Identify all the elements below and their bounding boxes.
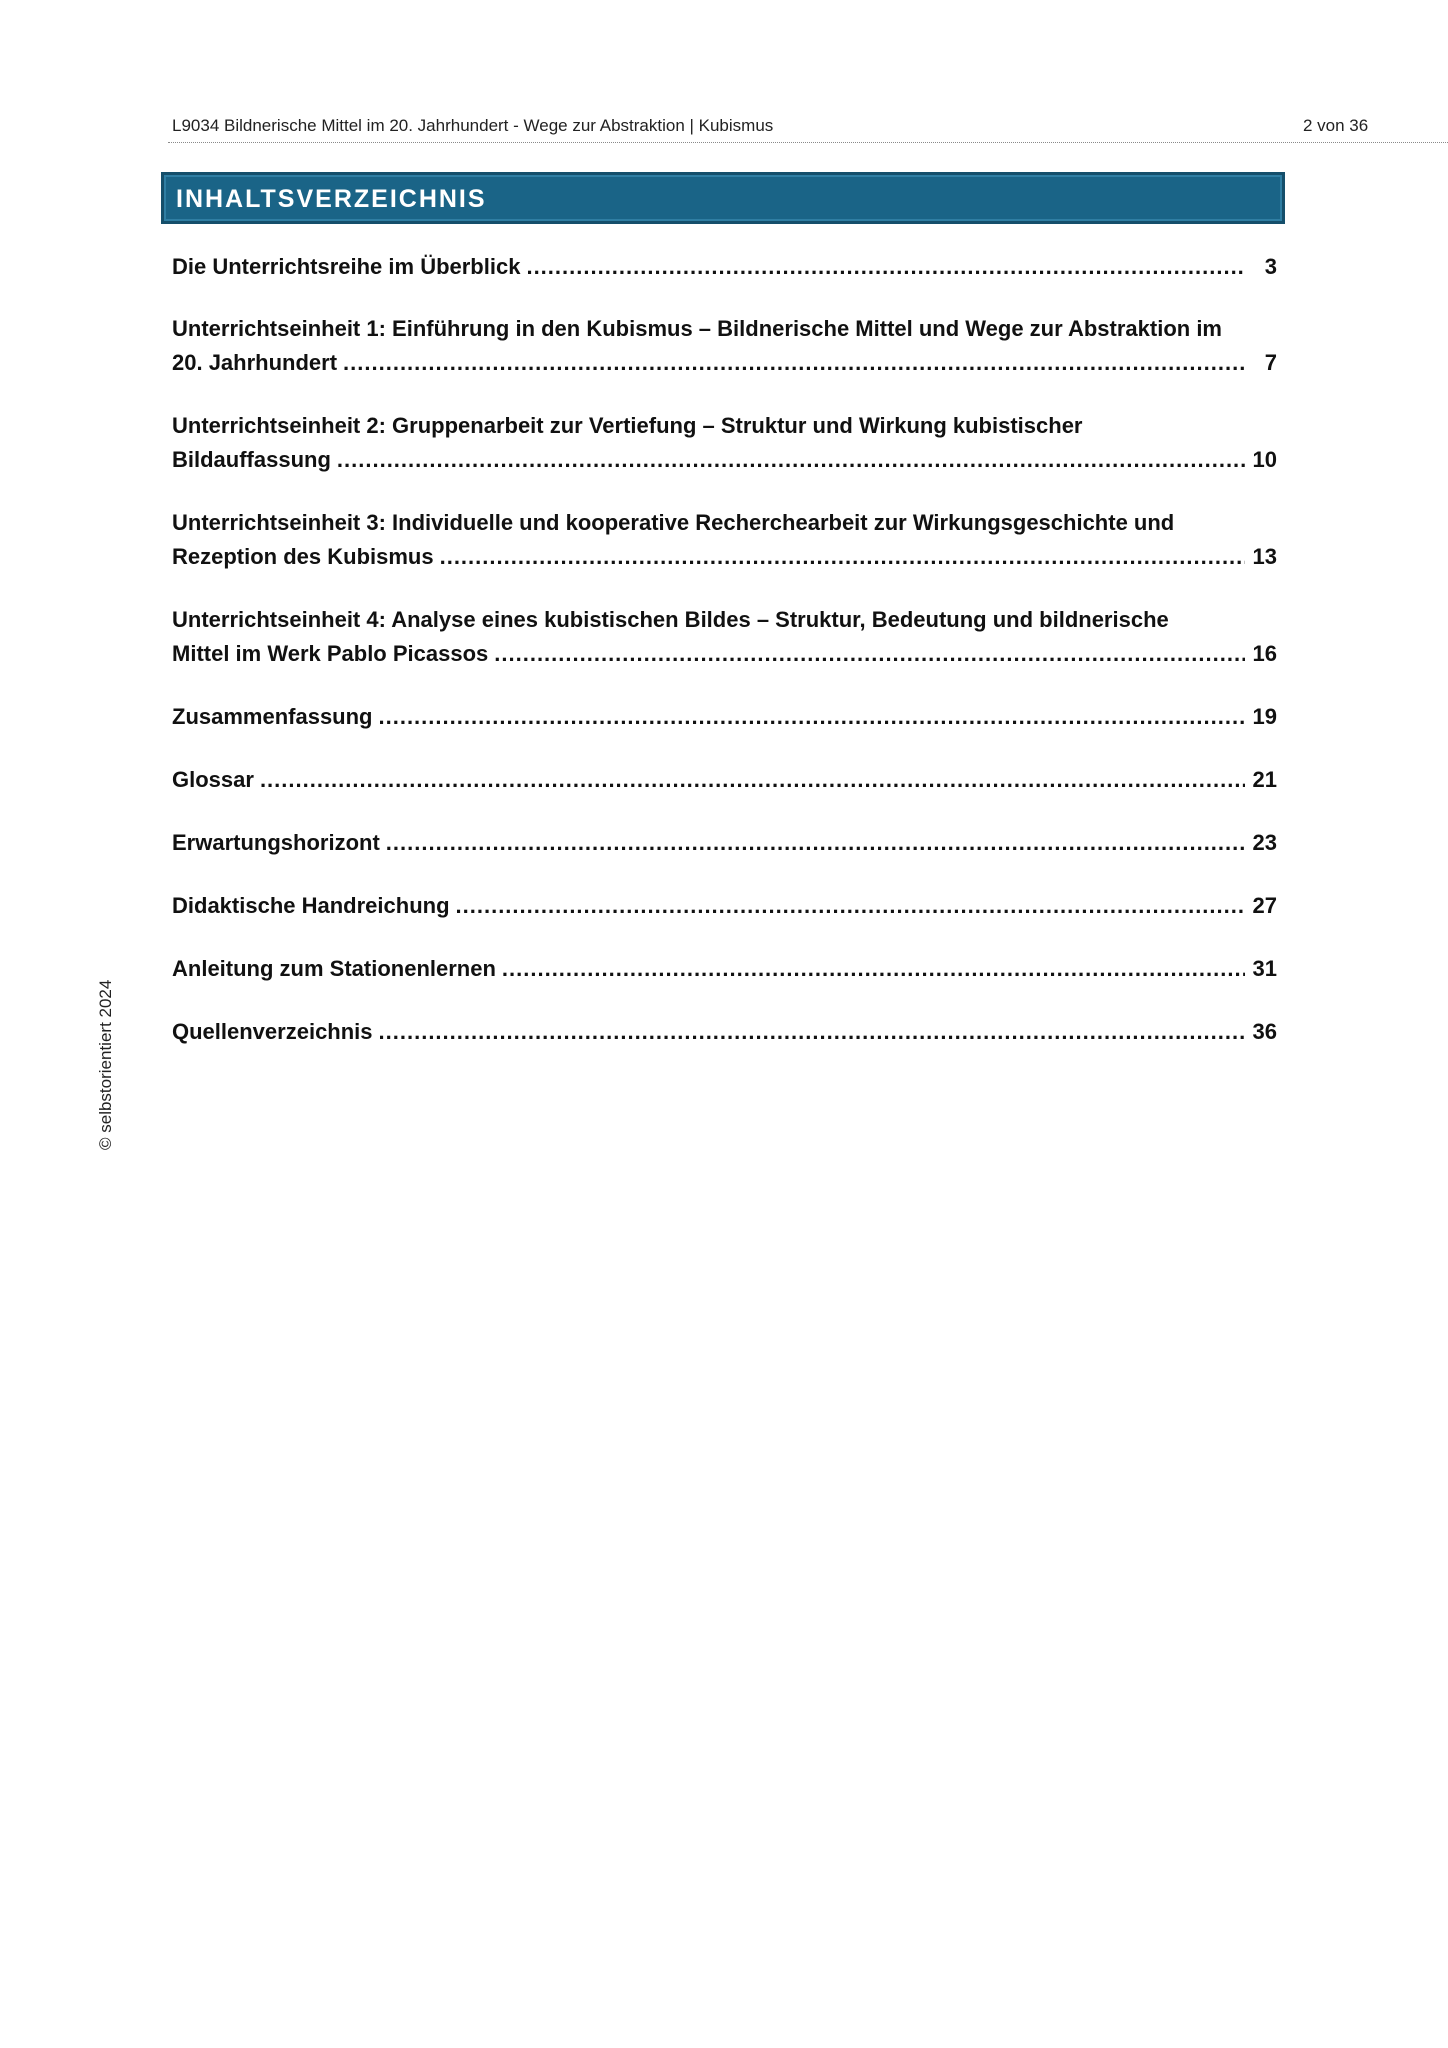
page-header [168, 114, 1448, 143]
toc-leader-dots [494, 637, 1245, 671]
toc-entry-title-line: Unterrichtseinheit 3: Individuelle und kooperative Recherchearbeit zur Wirkungsgeschichte und [172, 510, 1175, 535]
toc-entry-page: 13 [1252, 544, 1277, 569]
toc-entry-title: Didaktische Handreichung [172, 893, 450, 918]
toc-entry-page: 27 [1252, 893, 1277, 918]
toc-leader-dots [260, 763, 1245, 797]
toc-entry-page: 31 [1252, 956, 1277, 981]
toc-entry-page: 16 [1252, 641, 1277, 666]
toc-leader-dots [337, 443, 1245, 477]
toc-entry-summary[interactable] [172, 700, 1277, 734]
toc-entry-title: Erwartungshorizont [172, 830, 380, 855]
copyright-notice: © selbstorientiert 2024 [96, 979, 115, 1150]
header-title: L9034 Bildnerische Mittel im 20. Jahrhundert - Wege zur Abstraktion | Kubismus [172, 116, 774, 135]
toc-entry-title-line: Unterrichtseinheit 4: Analyse eines kubistischen Bildes – Struktur, Bedeutung und bildnerische [172, 607, 1169, 632]
toc-entry-title: Bildauffassung [172, 447, 331, 472]
toc-entry-unit-2[interactable] [172, 409, 1277, 477]
toc-leader-dots [440, 540, 1245, 574]
toc-entry-title: Anleitung zum Stationenlernen [172, 956, 496, 981]
toc-entry-title-line: Unterrichtseinheit 1: Einführung in den Kubismus – Bildnerische Mittel und Wege zur Abstraktion im [172, 316, 1222, 341]
toc-entry-unit-3[interactable] [172, 506, 1277, 574]
toc-leader-dots [386, 826, 1245, 860]
header-page-number: 2 von 36 [1303, 116, 1369, 135]
toc-heading: INHALTSVERZEICHNIS [176, 185, 487, 213]
toc-entry-expectations[interactable] [172, 826, 1277, 860]
toc-entry-title: Quellenverzeichnis [172, 1019, 373, 1044]
toc-entry-didactic-guide[interactable] [172, 889, 1277, 923]
toc-entry-title: Die Unterrichtsreihe im Überblick [172, 254, 521, 279]
toc-entry-glossary[interactable] [172, 763, 1277, 797]
toc-entry-page: 7 [1264, 350, 1277, 375]
toc-entry-station-learning[interactable] [172, 952, 1277, 986]
toc-leader-dots [456, 889, 1245, 923]
toc-entry-page: 3 [1264, 254, 1277, 279]
toc-entry-page: 36 [1252, 1019, 1277, 1044]
toc-entry-page: 21 [1252, 767, 1277, 792]
toc-entry-title: 20. Jahrhundert [172, 350, 338, 375]
toc-entry-references[interactable] [172, 1015, 1277, 1049]
toc-leader-dots [379, 1015, 1245, 1049]
toc-leader-dots [502, 952, 1245, 986]
toc-entry-title: Rezeption des Kubismus [172, 544, 434, 569]
toc-entry-unit-4[interactable] [172, 603, 1277, 671]
toc-leader-dots [343, 346, 1245, 380]
toc-entry-page: 10 [1252, 447, 1277, 472]
toc-heading-bar [161, 172, 1285, 224]
toc-leader-dots [379, 700, 1246, 734]
toc-entry-title: Glossar [172, 767, 254, 792]
toc-entry-title-line: Unterrichtseinheit 2: Gruppenarbeit zur Vertiefung – Struktur und Wirkung kubistischer [172, 413, 1083, 438]
toc-entry-title: Zusammenfassung [172, 704, 373, 729]
toc-leader-dots [526, 250, 1245, 284]
toc-entry-title: Mittel im Werk Pablo Picassos [172, 641, 489, 666]
toc-entry-page: 19 [1252, 704, 1277, 729]
toc-entry-overview[interactable] [172, 250, 1277, 284]
toc-entry-unit-1[interactable] [172, 312, 1277, 380]
toc-entry-page: 23 [1252, 830, 1277, 855]
